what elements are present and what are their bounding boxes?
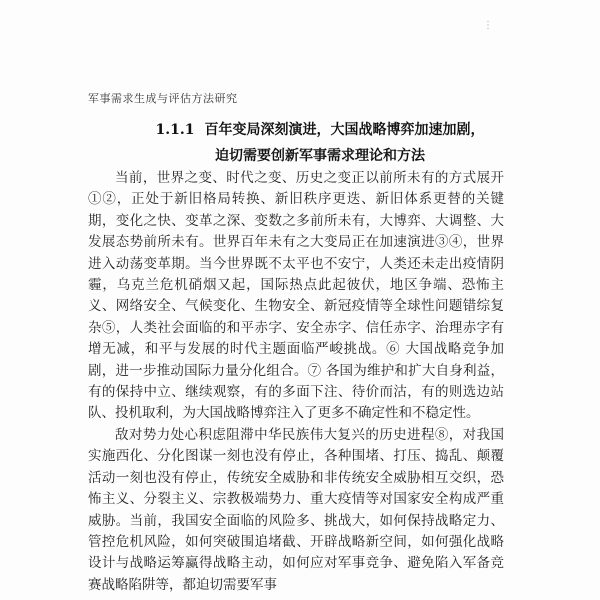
section-title-part-1: 百年变局深刻演进，大国战略博弈加速加剧， — [204, 122, 485, 138]
section-number: 1.1.1 — [155, 122, 195, 138]
section-heading — [120, 117, 520, 169]
paragraph: 当前，世界之变、时代之变、历史之变正以前所未有的方式展开①②，正处于新旧格局转换、新旧秩序更迭、新旧体系更替的关键期，变化之快、变革之深、变数之多前所未有，大博弈、大调整、大发展态势前所未有。世界百年未有之大变局正在加速演进③④，世界进入动荡变革期。当今世界既不太平也不安宁，人类还未走出疫情阴霾，乌克兰危机硝烟又起，国际热点此起彼伏，地区争端、恐怖主义、网络安全、气候变化、生物安全、新冠疫情等全球性问题错综复杂⑤，人类社会面临的和平赤字、安全赤字、信任赤字、治理赤字有增无减，和平与发展的时代主题面临严峻挑战。⑥ 大国战略竞争加剧，进一步推动国际力量分化组合。⑦ 各国为维护和扩大自身利益，有的保持中立、继续观察，有的多面下注、待价而沽，有的则选边站队、投机取利，为大国战略博弈注入了更多不确定性和不稳定性。 — [88, 170, 504, 422]
section-heading-line-2: 迫切需要创新军事需求理论和方法 — [215, 148, 425, 164]
body-text — [88, 168, 504, 596]
paragraph: 敌对势力处心积虑阻滞中华民族伟大复兴的历史进程⑧，对我国实施西化、分化图谋一刻也没有停止，各种围堵、打压、捣乱、颠覆活动一刻也没有停止，传统安全威胁和非传统安全威胁相互交织，恐怖主义、分裂主义、宗教极端势力、重大疫情等对国家安全构成严重威胁。当前，我国安全面临的风险多、挑战大，如何保持战略定力、管控危机风险，如何突破围追堵截、开辟战略新空间，如何强化战略设计与战略运筹赢得战略主动，如何应对军事竞争、避免陷入军备竞赛战略陷阱等，都迫切需要军事 — [88, 426, 504, 593]
running-header: 军事需求生成与评估方法研究 — [88, 92, 238, 105]
section-heading-line-1 — [120, 117, 520, 143]
more-options-icon[interactable]: ⋮ — [483, 20, 493, 31]
